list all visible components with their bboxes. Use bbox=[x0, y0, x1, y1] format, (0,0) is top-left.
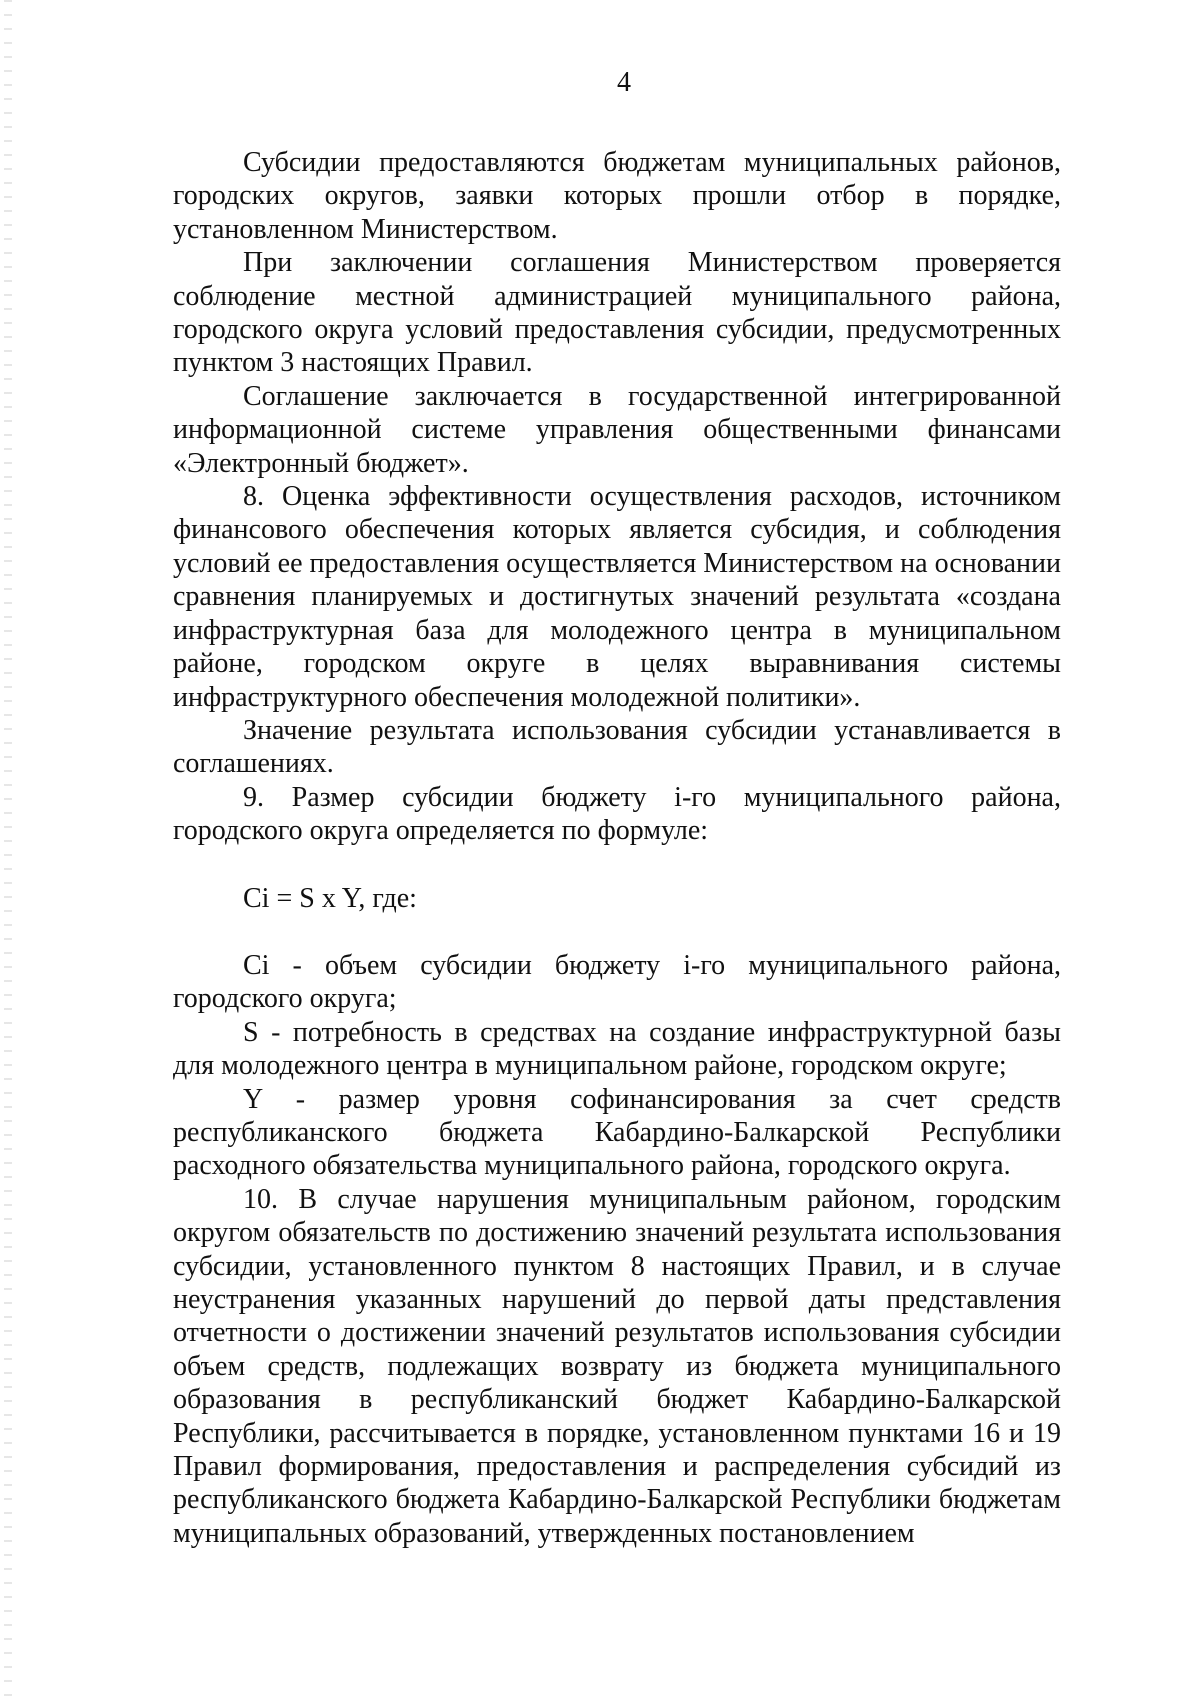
page-number: 4 bbox=[617, 67, 631, 98]
paragraph-result-value: Значение результата использования субсидии устанавливается в соглашениях. bbox=[173, 714, 1061, 780]
formula: Ci = S x Y, где: bbox=[243, 882, 417, 914]
paragraph-electronic-budget: Соглашение заключается в государственной интегрированной информационной системе управления общественными финансами «Электронный бюджет». bbox=[173, 380, 1061, 479]
definition-ci: Ci - объем субсидии бюджету i-го муниципального района, городского округа; bbox=[173, 949, 1061, 1015]
scan-edge-artifact bbox=[4, 0, 12, 1697]
definition-s: S - потребность в средствах на создание инфраструктурной базы для молодежного центра в муниципальном районе, городском округе; bbox=[173, 1016, 1061, 1082]
paragraph-subsidies: Субсидии предоставляются бюджетам муниципальных районов, городских округов, заявки которых прошли отбор в порядке, установленном Министерством. bbox=[173, 147, 1061, 245]
definition-y: Y - размер уровня софинансирования за счет средств республиканского бюджета Кабардино-Балкарской Республики расходного обязательства муниципального района, городского округа. bbox=[173, 1083, 1061, 1182]
paragraph-item-9: 9. Размер субсидии бюджету i-го муниципального района, городского округа определяется по формуле: bbox=[173, 781, 1061, 847]
paragraph-agreement-check: При заключении соглашения Министерством проверяется соблюдение местной администрацией муниципального района, городского округа условий предоставления субсидии, предусмотренных пунктом 3 настоящих Правил. bbox=[173, 247, 1061, 379]
document-body bbox=[173, 146, 1061, 1550]
paragraph-item-10: 10. В случае нарушения муниципальным районом, городским округом обязательств по достижению значений результата использования субсидии, установленного пунктом 8 настоящих Правил, и в случае неустранения указанных нарушений до первой даты представления отчетности о достижении значений результатов использования субсидии объем средств, подлежащих возврату из бюджета муниципального образования в республиканский бюджет Кабардино-Балкарской Республики, рассчитывается в порядке, установленном пунктами 16 и 19 Правил формирования, предоставления и распределения субсидий из республиканского бюджета Кабардино-Балкарской Республики бюджетам муниципальных образований, утвержденных постановлением bbox=[173, 1183, 1061, 1549]
paragraph-item-8: 8. Оценка эффективности осуществления расходов, источником финансового обеспечения которых является субсидия, и соблюдения условий ее предоставления осуществляется Министерством на основании сравнения планируемых и достигнутых значений результата «создана инфраструктурная база для молодежного центра в муниципальном районе, городском округе в целях выравнивания системы инфраструктурного обеспечения молодежной политики». bbox=[173, 481, 1061, 713]
